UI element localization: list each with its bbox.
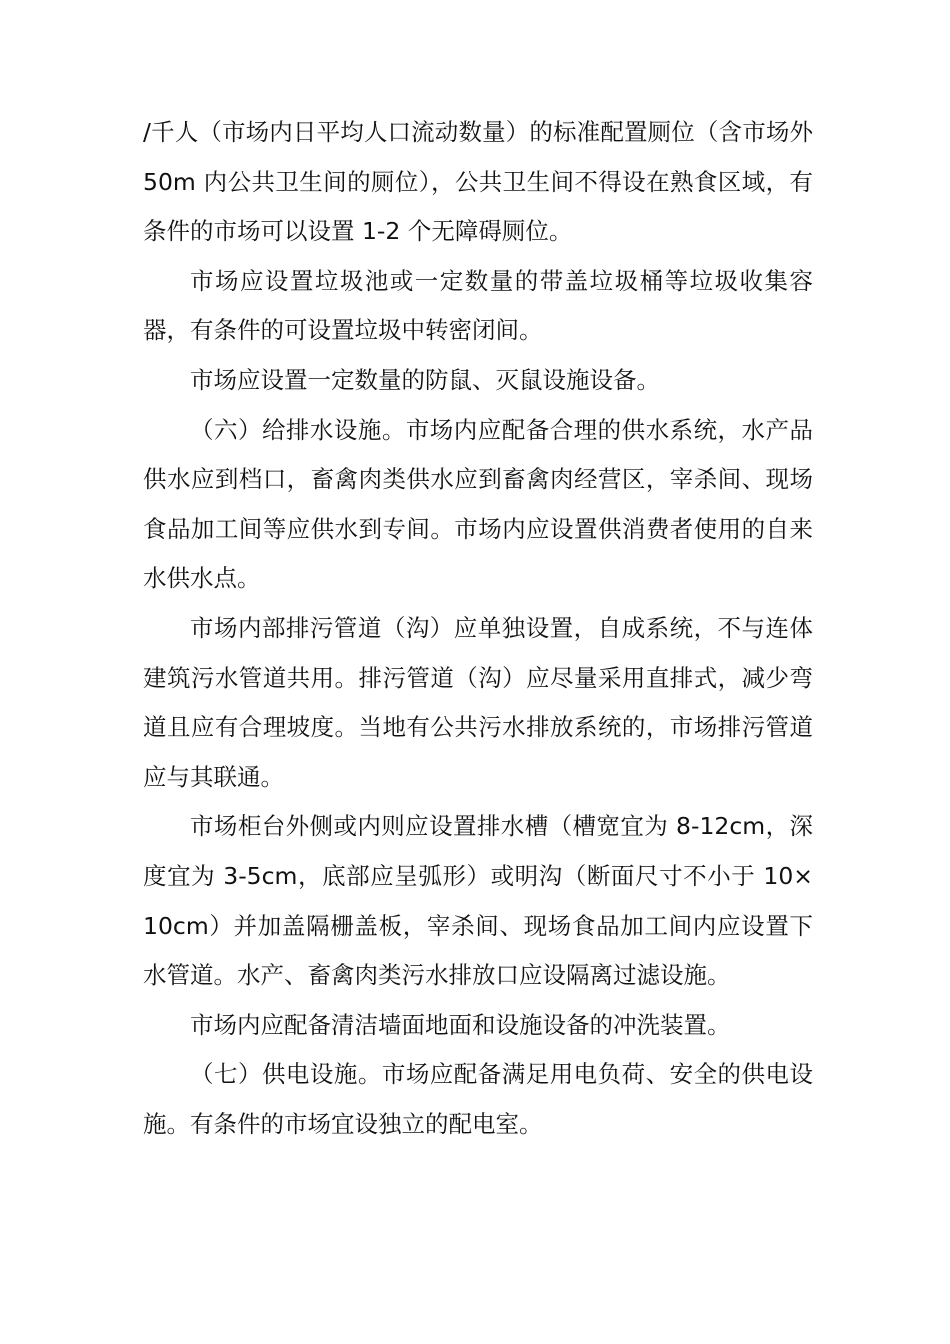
paragraph-drainage-trough: 市场柜台外侧或内则应设置排水槽（槽宽宜为 8-12cm，深度宜为 3-5cm，底部应呈弧形）或明沟（断面尺寸不小于 10×10cm）并加盖隔栅盖板，宰杀间、现场食品加工间内应设置下水管道。水产、畜禽肉类污水排放口应设隔离过滤设施。: [143, 812, 813, 990]
paragraph-drainage-pipes: 市场内部排污管道（沟）应单独设置，自成系统，不与连体建筑污水管道共用。排污管道（沟）应尽量采用直排式，减少弯道且应有合理坡度。当地有公共污水排放系统的，市场排污管道应与其联通。: [143, 613, 813, 791]
paragraph-washing-devices: 市场内应配备清洁墙面地面和设施设备的冲洗装置。: [190, 1010, 731, 1039]
paragraph-power-supply: （七）供电设施。市场应配备满足用电负荷、安全的供电设施。有条件的市场宜设独立的配电室。: [143, 1060, 813, 1138]
paragraph-rodent-control: 市场应设置一定数量的防鼠、灭鼠设施设备。: [190, 365, 660, 394]
paragraph-garbage-containers: 市场应设置垃圾池或一定数量的带盖垃圾桶等垃圾收集容器，有条件的可设置垃圾中转密闭间。: [143, 266, 813, 345]
document-body: [143, 108, 813, 1149]
paragraph-water-supply: （六）给排水设施。市场内应配备合理的供水系统，水产品供水应到档口，畜禽肉类供水应到畜禽肉经营区，宰杀间、现场食品加工间等应供水到专间。市场内应设置供消费者使用的自来水供水点。: [143, 415, 813, 593]
paragraph-toilet-continuation: /千人（市场内日平均人口流动数量）的标准配置厕位（含市场外 50m 内公共卫生间的厕位），公共卫生间不得设在熟食区域，有条件的市场可以设置 1-2 个无障碍厕位。: [143, 118, 813, 246]
